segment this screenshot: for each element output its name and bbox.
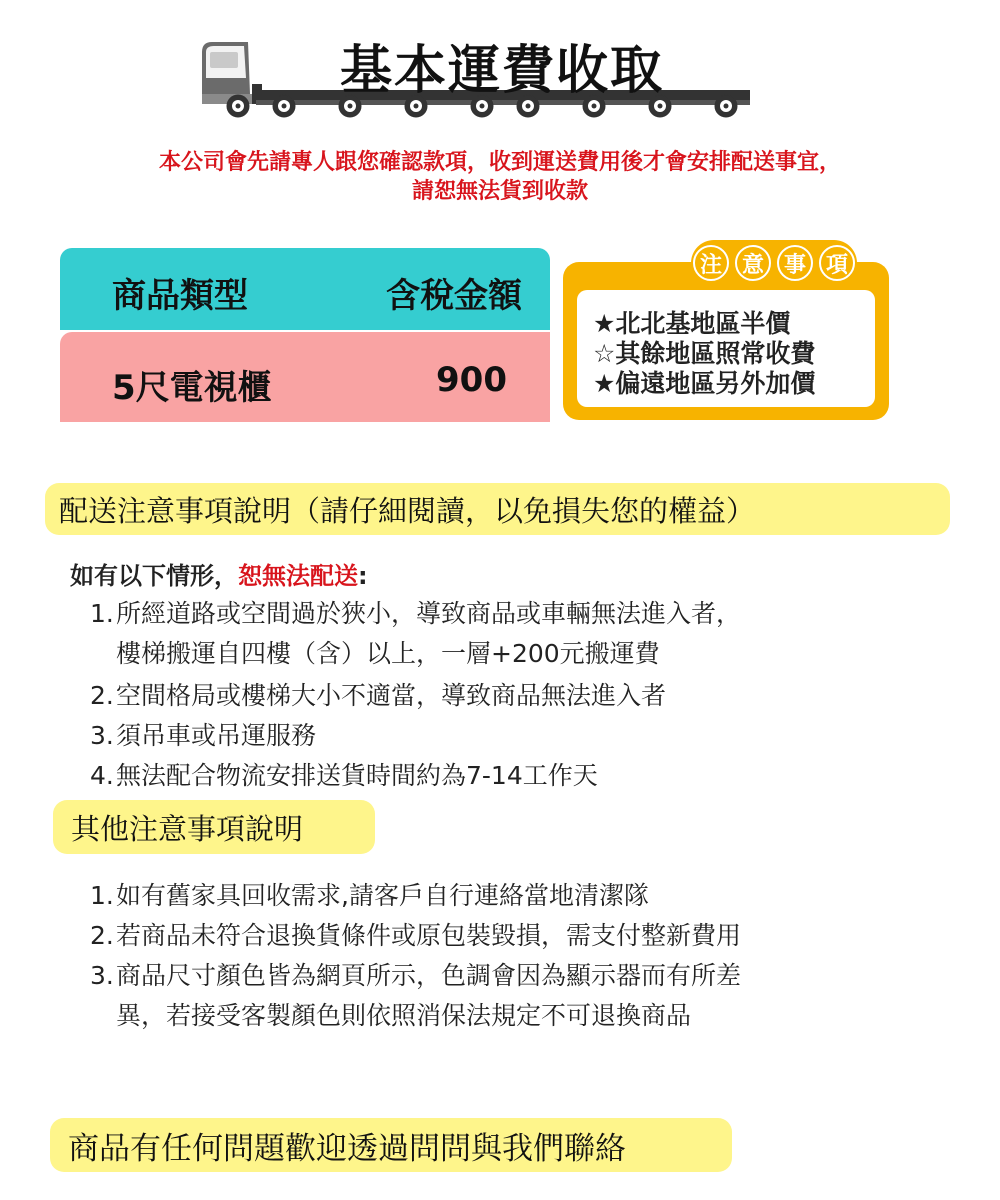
list-item-text: 若商品未符合退換貨條件或原包裝毀損，需支付整新費用 bbox=[116, 921, 742, 950]
contact-footer: 商品有任何問題歡迎透過問問與我們聯絡 bbox=[50, 1118, 732, 1172]
attention-tag-char: 意 bbox=[735, 245, 771, 281]
list-item-text: 如有舊家具回收需求,請客戶自行連絡當地清潔隊 bbox=[116, 881, 649, 910]
other-notes-heading: 其他注意事項說明 bbox=[53, 800, 375, 854]
list-item bbox=[90, 956, 741, 992]
list-item-number: 1. bbox=[90, 881, 114, 910]
payment-notice-line1: 本公司會先請專人跟您確認款項，收到運送費用後才會安排配送事宜， bbox=[158, 150, 841, 175]
product-type-cell: 5尺電視櫃 bbox=[112, 368, 272, 408]
list-item-continuation: 樓梯搬運自四樓（含）以上，一層+200元搬運費 bbox=[116, 639, 660, 668]
list-item-number: 2. bbox=[90, 921, 114, 950]
product-price-cell: 900 bbox=[436, 360, 507, 400]
list-item-number: 3. bbox=[90, 721, 114, 750]
list-item-text: 所經道路或空間過於狹小，導致商品或車輛無法進入者， bbox=[116, 599, 742, 628]
price-table-header bbox=[60, 248, 550, 330]
list-item-text: 空間格局或樓梯大小不適當，導致商品無法進入者 bbox=[116, 681, 667, 710]
attention-box bbox=[563, 252, 889, 420]
table-row bbox=[60, 332, 550, 422]
list-item-number: 4. bbox=[90, 761, 114, 790]
attention-tag bbox=[691, 240, 857, 286]
column-header-price: 含稅金額 bbox=[386, 276, 522, 316]
conditions-lead bbox=[70, 556, 368, 591]
attention-tag-char: 注 bbox=[693, 245, 729, 281]
list-item bbox=[90, 876, 649, 912]
list-item bbox=[90, 716, 316, 752]
conditions-lead-suffix: : bbox=[358, 562, 368, 590]
list-item-number: 3. bbox=[90, 961, 114, 990]
page-title: 基本運費收取 bbox=[340, 40, 665, 101]
attention-tag-char: 事 bbox=[777, 245, 813, 281]
attention-line: ★北北基地區半價 bbox=[593, 309, 791, 338]
attention-line: ★偏遠地區另外加價 bbox=[593, 369, 816, 398]
conditions-lead-prefix: 如有以下情形， bbox=[70, 562, 238, 590]
conditions-lead-emphasis: 恕無法配送 bbox=[238, 562, 358, 590]
list-item bbox=[90, 594, 741, 630]
delivery-notes-heading: 配送注意事項說明（請仔細閱讀，以免損失您的權益） bbox=[45, 483, 950, 535]
list-item-number: 2. bbox=[90, 681, 114, 710]
list-item bbox=[90, 756, 598, 792]
attention-content bbox=[577, 290, 875, 407]
list-item bbox=[90, 916, 741, 952]
payment-notice-line2: 請恕無法貨到收款 bbox=[411, 179, 588, 204]
list-item-text: 無法配合物流安排送貨時間約為7-14工作天 bbox=[116, 761, 598, 790]
attention-line: ☆其餘地區照常收費 bbox=[593, 339, 816, 368]
list-item-number: 1. bbox=[90, 599, 114, 628]
list-item-continuation: 異，若接受客製顏色則依照消保法規定不可退換商品 bbox=[116, 1001, 692, 1030]
list-item-text: 商品尺寸顏色皆為網頁所示，色調會因為顯示器而有所差 bbox=[116, 961, 742, 990]
payment-notice bbox=[0, 148, 1000, 206]
list-item bbox=[90, 676, 666, 712]
list-item-text: 須吊車或吊運服務 bbox=[116, 721, 317, 750]
column-header-type: 商品類型 bbox=[112, 276, 248, 316]
attention-tag-char: 項 bbox=[819, 245, 855, 281]
